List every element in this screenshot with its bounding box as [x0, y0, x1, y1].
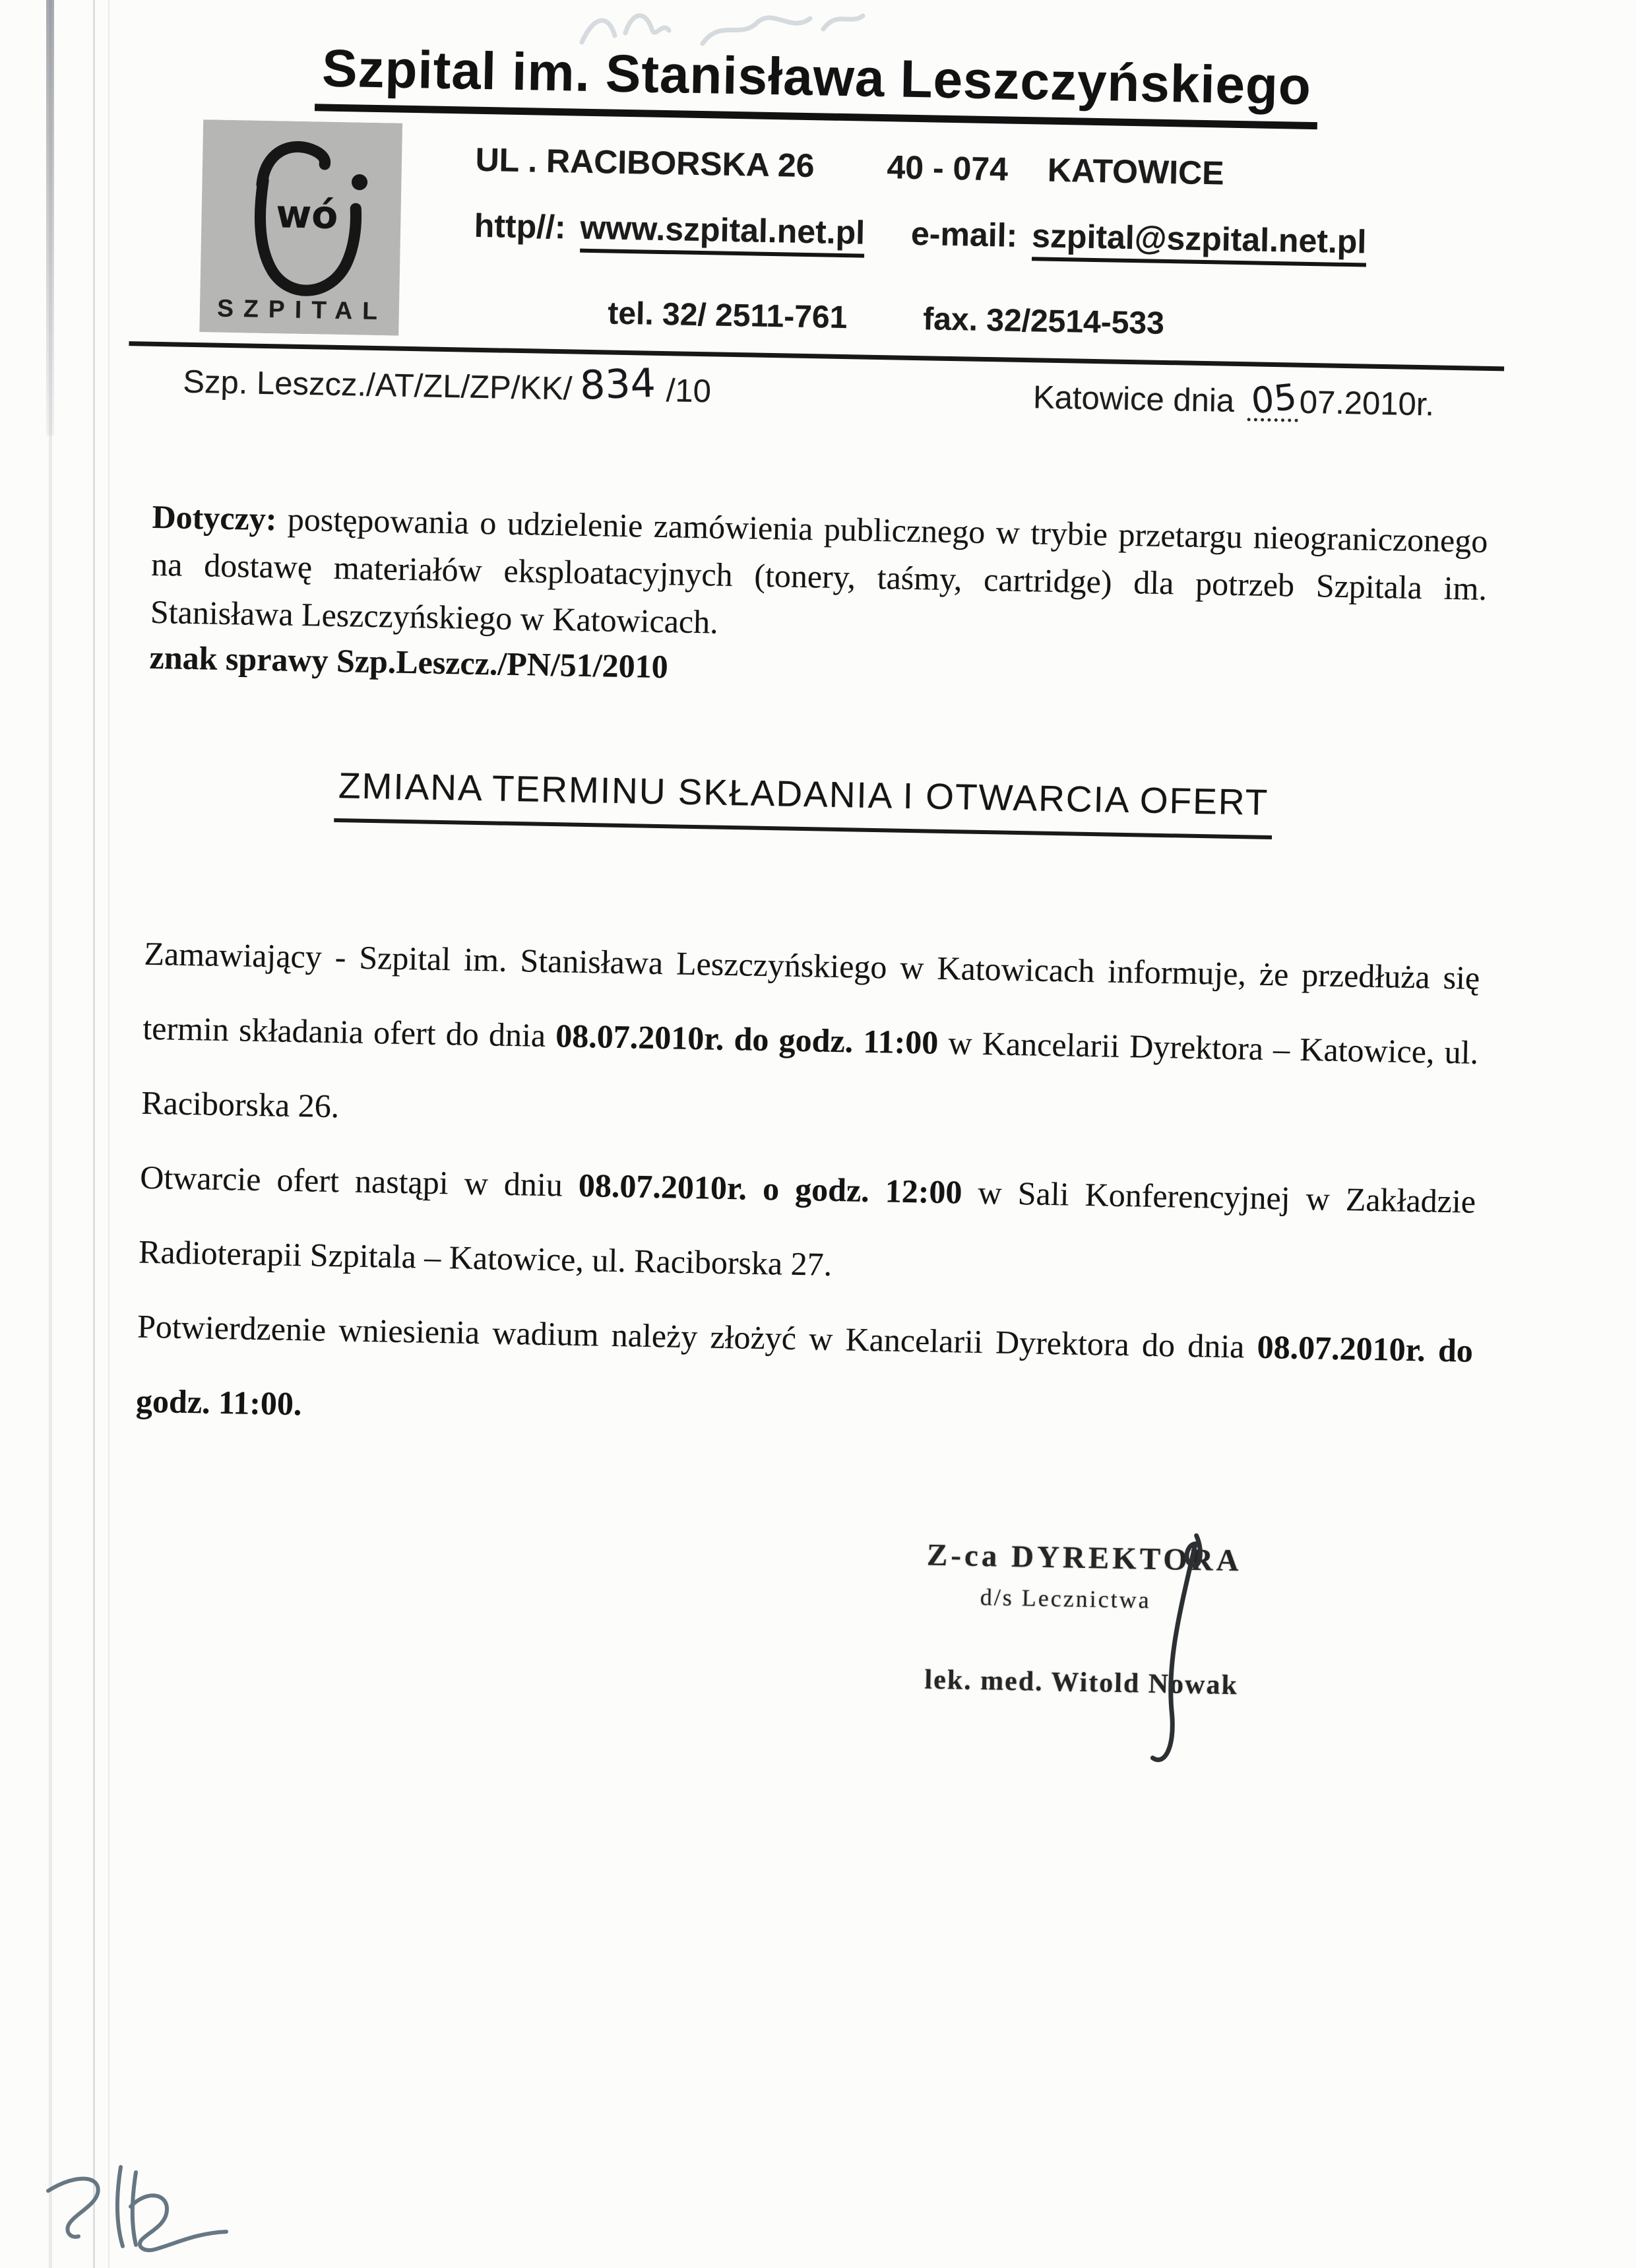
hospital-title: Szpital im. Stanisława Leszczyńskiego: [315, 38, 1319, 129]
place-and-date: [1032, 375, 1435, 424]
paragraph-deadline-extension: Zamawiający - Szpital im. Stanisława Leszczyńskiego w Katowicach informuje, że przedłuża się termin składania ofert do dnia 08.07.2010r. do godz. 11:00 w Kancelarii Dyrektora – Katowice, ul. Raciborska 26.: [141, 934, 1480, 1125]
letterhead-row: [199, 119, 1634, 358]
email-address: szpital@szpital.net.pl: [1032, 216, 1367, 267]
paragraph-opening-of-bids: Otwarcie ofert nastąpi w dniu 08.07.2010r. o godz. 12:00 w Sali Konferencyjnej w Zakładzie Radioterapii Szpitala – Katowice, ul. Raciborska 27.: [138, 1158, 1476, 1283]
pen-initials-scribble: [32, 2153, 256, 2265]
letter-body: [135, 917, 1480, 1463]
subject-text: postępowania o udzielenie zamówienia publicznego w trybie przetargu nieograniczonego na dostawę materiałów eksploatacyjnych (tonery, taśmy, cartridge) dla potrzeb Szpitala im. Stanisława Leszczyńskiego w Katowicach.: [150, 500, 1488, 641]
date-rest: 07.2010r.: [1299, 384, 1435, 423]
street: UL . RACIBORSKA 26: [475, 141, 815, 185]
subject-paragraph: [150, 493, 1488, 660]
logo-caption: SZPITAL: [216, 294, 388, 325]
city: KATOWICE: [1047, 151, 1224, 192]
letterhead: [0, 0, 1636, 135]
postal-code: 40 - 074: [886, 148, 1009, 188]
web-line: [474, 207, 1367, 267]
website-url: www.szpital.net.pl: [580, 209, 865, 258]
main-heading-wrap: [0, 758, 1621, 845]
paragraph-deposit-confirmation: Potwierdzenie wniesienia wadium należy złożyć w Kancelarii Dyrektora do dnia 08.07.2010r. do godz. 11:00.: [135, 1307, 1474, 1423]
handwritten-day-over-dots: [1247, 375, 1299, 422]
contact-block: [472, 141, 1368, 354]
spacer: [865, 244, 911, 245]
reference-suffix: /10: [666, 373, 712, 410]
reference-date-row: [183, 356, 1435, 426]
signer-position-line2: d/s Lecznictwa: [980, 1584, 1152, 1613]
http-label: http//:: [474, 207, 567, 246]
subject-label: Dotyczy:: [152, 498, 277, 538]
telephone-number: tel. 32/ 2511-761: [607, 296, 848, 336]
reference-number-handwritten: 834: [579, 360, 656, 409]
address-line: [475, 141, 1368, 195]
reference-prefix: Szp. Leszcz./AT/ZL/ZP/KK/: [182, 364, 573, 407]
fax-number: fax. 32/2514-533: [922, 302, 1165, 341]
case-number-line: znak sprawy Szp.Leszcz./PN/51/2010: [149, 638, 669, 686]
phone-line: [608, 295, 1366, 345]
signer-position-line1: Z-ca DYREKTORA: [926, 1538, 1243, 1578]
signer-name-line: lek. med. Witold Nowak: [924, 1664, 1239, 1701]
main-heading: ZMIANA TERMINU SKŁADANIA I OTWARCIA OFERT: [334, 764, 1273, 839]
reference-number: [183, 356, 712, 412]
hospital-logo: [199, 119, 404, 336]
place-date-label: Katowice dnia: [1032, 379, 1235, 419]
email-label: e-mail:: [910, 214, 1018, 254]
signature-stamp-block: [924, 1538, 1362, 1704]
day-handwritten: 05: [1249, 375, 1299, 422]
logo-brand-mid-letters: wó: [275, 191, 338, 238]
